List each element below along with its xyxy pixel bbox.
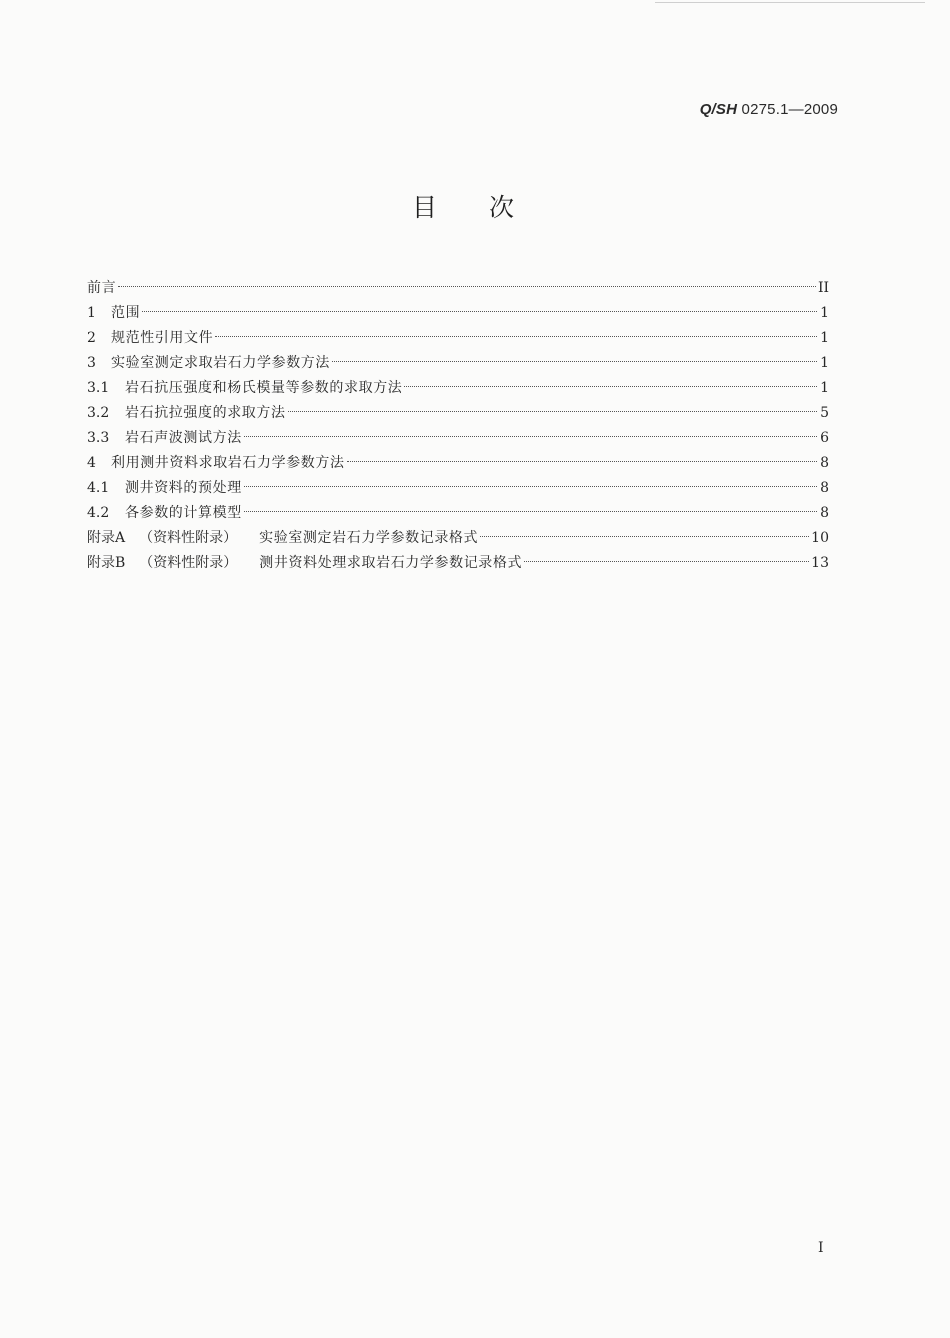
toc-entry-2[interactable]: [87, 326, 829, 351]
toc-entry-label: 各参数的计算模型: [125, 505, 242, 521]
top-edge-line: [655, 2, 925, 3]
toc-entry-number: 4: [87, 455, 96, 471]
toc-entry-page: 8: [820, 505, 829, 521]
page-title: 目次: [411, 193, 566, 222]
toc-leader-dots: [215, 336, 817, 337]
toc-leader-dots: [404, 386, 817, 387]
toc-entry-page: 8: [820, 480, 829, 496]
standard-prefix: Q/SH: [699, 101, 738, 118]
toc-entry-page: 8: [820, 455, 829, 471]
toc-entry-number: 4.1: [87, 480, 110, 496]
toc-entry-label: 岩石抗拉强度的求取方法: [125, 405, 286, 421]
toc-entry-appendix-a[interactable]: [87, 526, 829, 551]
toc-entry-label: 范围: [111, 305, 141, 321]
toc-entry-number: 附录A: [87, 530, 126, 546]
toc-entry-number: 3.1: [87, 380, 110, 396]
toc-leader-dots: [118, 286, 816, 287]
toc-entry-label: 前言: [87, 280, 117, 296]
toc-entry-4[interactable]: [87, 451, 829, 476]
toc-entry-page: 1: [820, 305, 829, 321]
toc-leader-dots: [142, 311, 817, 312]
toc-entry-number: 2: [87, 330, 96, 346]
toc-entry-number: 1: [87, 305, 96, 321]
toc-entry-number: 4.2: [87, 505, 110, 521]
toc-leader-dots: [288, 411, 817, 412]
toc-entry-3-3[interactable]: [87, 426, 829, 451]
toc-entry-3-1[interactable]: [87, 376, 829, 401]
toc-entry-foreword[interactable]: [87, 276, 829, 301]
toc-leader-dots: [480, 536, 809, 537]
toc-entry-page: 5: [820, 405, 829, 421]
toc-entry-number: 3.2: [87, 405, 110, 421]
toc-entry-label: 岩石声波测试方法: [125, 430, 242, 446]
toc-entry-label: 测井资料的预处理: [125, 480, 242, 496]
table-of-contents: [87, 276, 829, 576]
toc-entry-number: 附录B: [87, 555, 126, 571]
toc-entry-page: 1: [820, 355, 829, 371]
toc-entry-number: 3.3: [87, 430, 110, 446]
toc-entry-page: 1: [820, 380, 829, 396]
page-number: I: [818, 1240, 824, 1256]
toc-leader-dots: [244, 486, 817, 487]
toc-entry-label: 规范性引用文件: [111, 330, 214, 346]
document-header: [700, 101, 838, 118]
toc-leader-dots: [244, 436, 817, 437]
toc-leader-dots: [244, 511, 817, 512]
toc-entry-label: 测井资料处理求取岩石力学参数记录格式: [259, 555, 523, 571]
toc-entry-label: 利用测井资料求取岩石力学参数方法: [111, 455, 345, 471]
toc-entry-appendix-type: （资料性附录）: [139, 530, 238, 546]
toc-entry-label: 实验室测定求取岩石力学参数方法: [111, 355, 330, 371]
toc-entry-page: II: [817, 280, 829, 296]
toc-entry-3[interactable]: [87, 351, 829, 376]
toc-entry-label: 实验室测定岩石力学参数记录格式: [259, 530, 479, 546]
toc-leader-dots: [332, 361, 817, 362]
toc-entry-page: 10: [811, 530, 829, 546]
toc-entry-3-2[interactable]: [87, 401, 829, 426]
toc-entry-page: 13: [811, 555, 829, 571]
toc-entry-appendix-type: （资料性附录）: [139, 555, 238, 571]
toc-leader-dots: [347, 461, 817, 462]
toc-entry-4-1[interactable]: [87, 476, 829, 501]
toc-entry-label: 岩石抗压强度和杨氏模量等参数的求取方法: [125, 380, 403, 396]
toc-entry-1[interactable]: [87, 301, 829, 326]
toc-entry-4-2[interactable]: [87, 501, 829, 526]
toc-leader-dots: [524, 561, 809, 562]
toc-entry-appendix-b[interactable]: [87, 551, 829, 576]
toc-entry-number: 3: [87, 355, 96, 371]
toc-entry-page: 6: [820, 430, 829, 446]
toc-entry-page: 1: [820, 330, 829, 346]
standard-number: 0275.1—2009: [737, 101, 838, 118]
